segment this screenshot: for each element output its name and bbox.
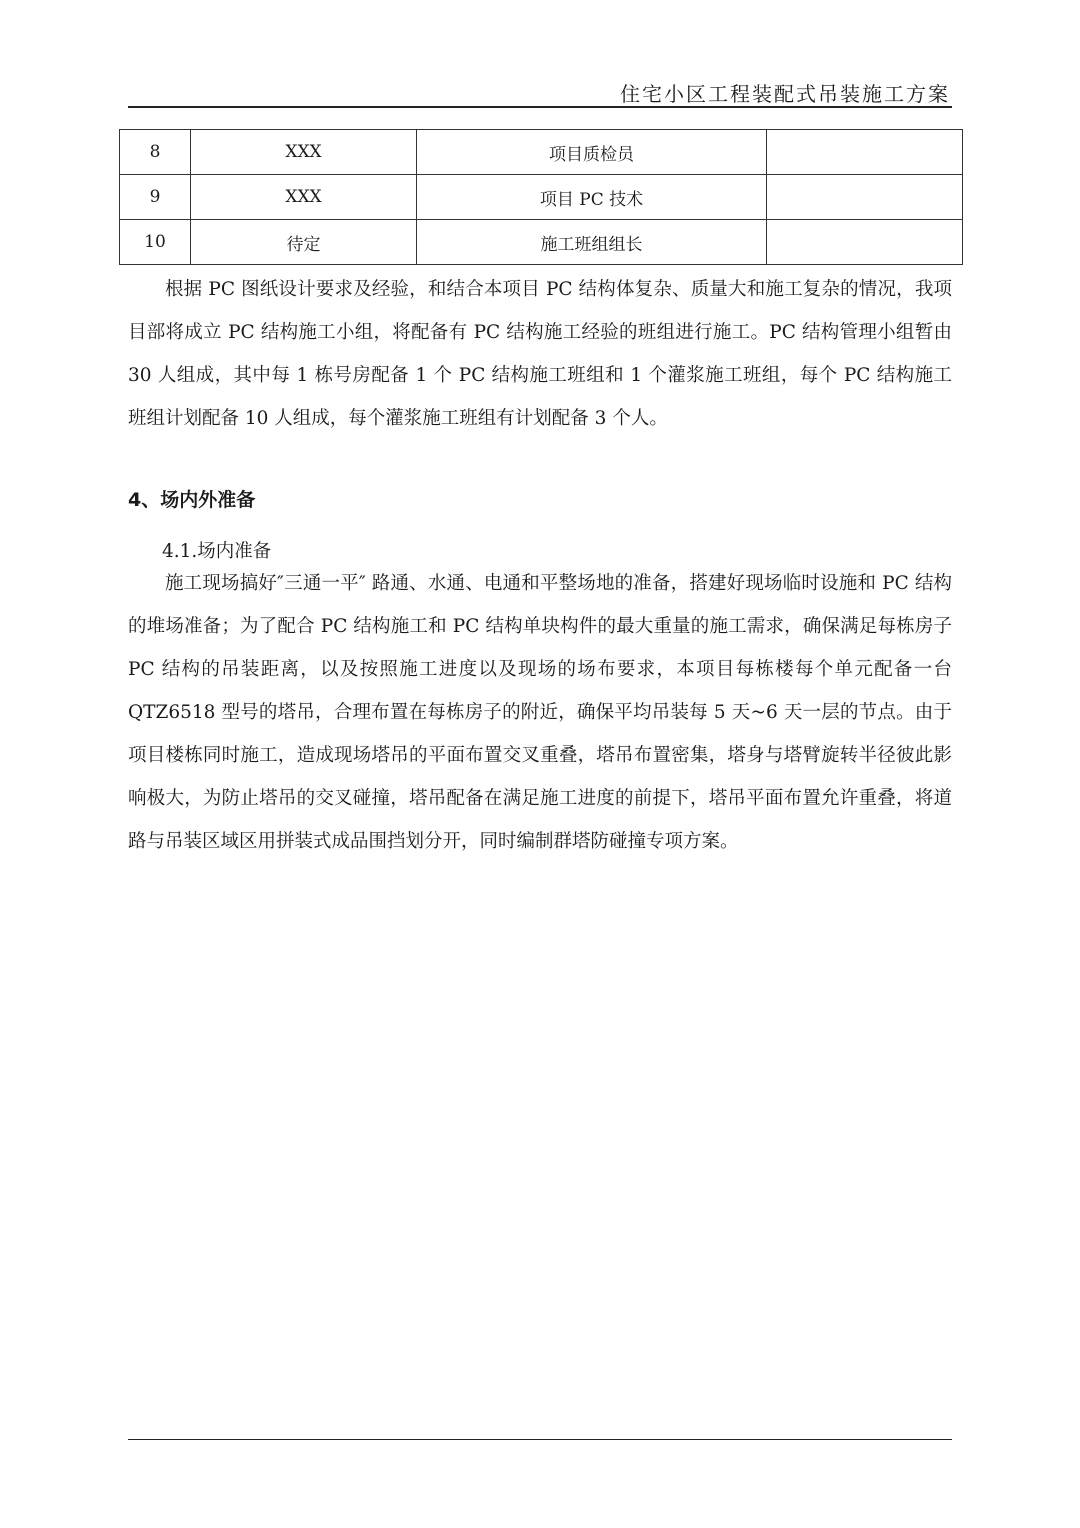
- cell-role: 施工班组组长: [417, 220, 767, 265]
- table-row: [120, 175, 963, 220]
- cell-role: 项目 PC 技术: [417, 175, 767, 220]
- cell-name: XXX: [191, 130, 417, 175]
- cell-note: [767, 220, 963, 265]
- cell-name: 待定: [191, 220, 417, 265]
- document-header-title: 住宅小区工程装配式吊装施工方案: [620, 82, 950, 106]
- paragraph-text: 根据 PC 图纸设计要求及经验，和结合本项目 PC 结构体复杂、质量大和施工复杂的情况，我项目部将成立 PC 结构施工小组，将配备有 PC 结构施工经验的班组进行施工。PC 结构管理小组暂由 30 人组成，其中每 1 栋号房配备 1 个 PC 结构施工班组和 1 个灌浆施工班组，每个 PC 结构施工班组计划配备 10 人组成，每个灌浆施工班组有计划配备 3 个人。: [128, 279, 952, 429]
- staffing-paragraph: [128, 268, 952, 440]
- cell-number: 9: [120, 175, 191, 220]
- site-preparation-paragraph: [128, 562, 952, 863]
- cell-note: [767, 175, 963, 220]
- table-row: [120, 220, 963, 265]
- cell-number: 10: [120, 220, 191, 265]
- paragraph-text: 施工现场搞好″三通一平″ 路通、水通、电通和平整场地的准备，搭建好现场临时设施和 PC 结构的堆场准备；为了配合 PC 结构施工和 PC 结构单块构件的最大重量的施工需求，确保满足每栋房子 PC 结构的吊装距离，以及按照施工进度以及现场的场布要求，本项目每栋楼每个单元配备一台 QTZ6518 型号的塔吊，合理布置在每栋房子的附近，确保平均吊装每 5 天~6 天一层的节点。由于项目楼栋同时施工，造成现场塔吊的平面布置交叉重叠，塔吊布置密集，塔身与塔臂旋转半径彼此影响极大，为防止塔吊的交叉碰撞，塔吊配备在满足施工进度的前提下，塔吊平面布置允许重叠，将道路与吊装区域区用拼装式成品围挡划分开，同时编制群塔防碰撞专项方案。: [128, 573, 952, 852]
- header-divider: [128, 106, 952, 108]
- section-heading: 4、场内外准备: [128, 489, 256, 511]
- cell-role: 项目质检员: [417, 130, 767, 175]
- cell-note: [767, 130, 963, 175]
- cell-number: 8: [120, 130, 191, 175]
- cell-name: XXX: [191, 175, 417, 220]
- staff-table: [119, 129, 963, 265]
- footer-divider: [128, 1439, 952, 1440]
- table-row: [120, 130, 963, 175]
- subsection-heading: 4.1.场内准备: [162, 541, 272, 562]
